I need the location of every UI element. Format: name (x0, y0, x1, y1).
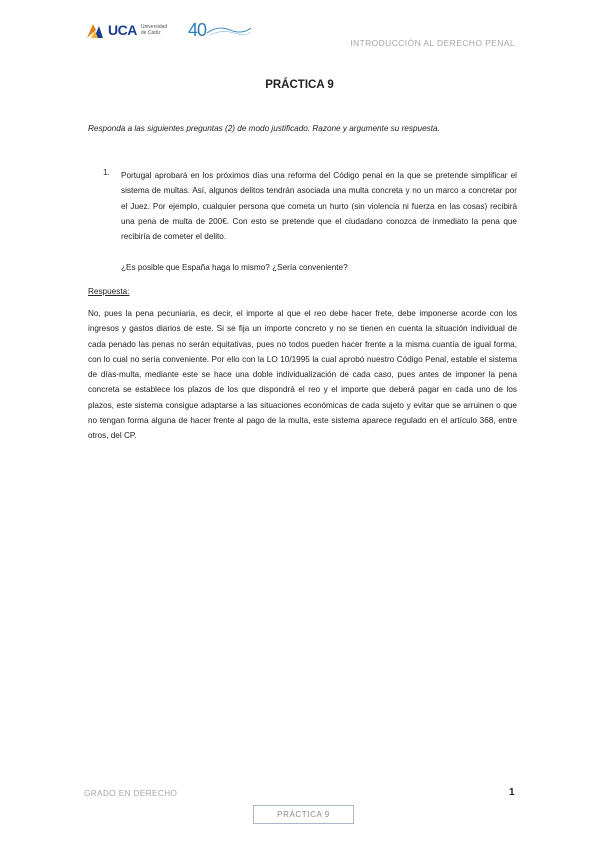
anniversary-logo (188, 19, 252, 41)
anniversary-logo-number: 40 (188, 19, 207, 40)
footer-practice-label: PRÁCTICA 9 (253, 805, 354, 824)
question-text: Portugal aprobará en los próximos días una reforma del Código penal en la que se pretende simplificar el sistema de multas. Así, algunos delitos tendrán asociada una multa concreta y no un marco a concretar por el Juez. Por ejemplo, cualquier persona que cometa un hurto (sin violencia ni fuerza en las cosas) recibirá una pena de multa de 200€. Con esto se pretende que el ciudadano conozca de inmediato la pena que recibiría de cometer el delito. (121, 171, 517, 242)
page-title: PRÁCTICA 9 (265, 79, 334, 91)
question-number: 1. (103, 168, 110, 177)
uca-logo (85, 20, 167, 40)
uca-logo-text: UCA (108, 22, 137, 38)
uca-emblem-icon (85, 20, 105, 40)
instructions: Responda a las siguientes preguntas (2) de modo justificado. Razone y argumente su respuesta. (88, 124, 440, 133)
page-number: 1 (509, 787, 515, 798)
footer-degree: GRADO EN DERECHO (84, 789, 178, 798)
question-subquestion: ¿Es posible que España haga lo mismo? ¿Sería conveniente? (121, 263, 348, 272)
anniversary-swirl-icon (206, 23, 252, 37)
answer-label: Respuesta: (88, 287, 130, 296)
course-title: INTRODUCCIÓN AL DERECHO PENAL (350, 38, 515, 48)
uca-logo-subtext: Universidad de Cádiz (140, 24, 168, 36)
answer-text: No, pues la pena pecuniaria, es decir, el importe al que el reo debe hacer frete, debe imponerse acorde con los ingresos y gastos diarios de este. Si se fija un importe concreto y no se tienen en cuenta la situación individual de cada penado las penas no serán equitativas, pues no todos pueden hacer frente a la misma cuantía de igual forma, con lo cual no sería conveniente. Por ello con la LO 10/1995 la cual aprobó nuestro Código Penal, estable el sistema de días-multa, mediante este se hace una doble individualización de cada caso, pues antes de imponer la pena concreta se establece los plazos de los que dispondrá el reo y el importe que deberá pagar en cada uno de los plazos, este sistema consigue adaptarse a las situaciones económicas de cada sujeto y evitar que se arruinen o que no tengan forma alguna de hacer frente al pago de la multa, este sistema aparece regulado en el artículo 368, entre otros, del CP. (88, 309, 517, 441)
